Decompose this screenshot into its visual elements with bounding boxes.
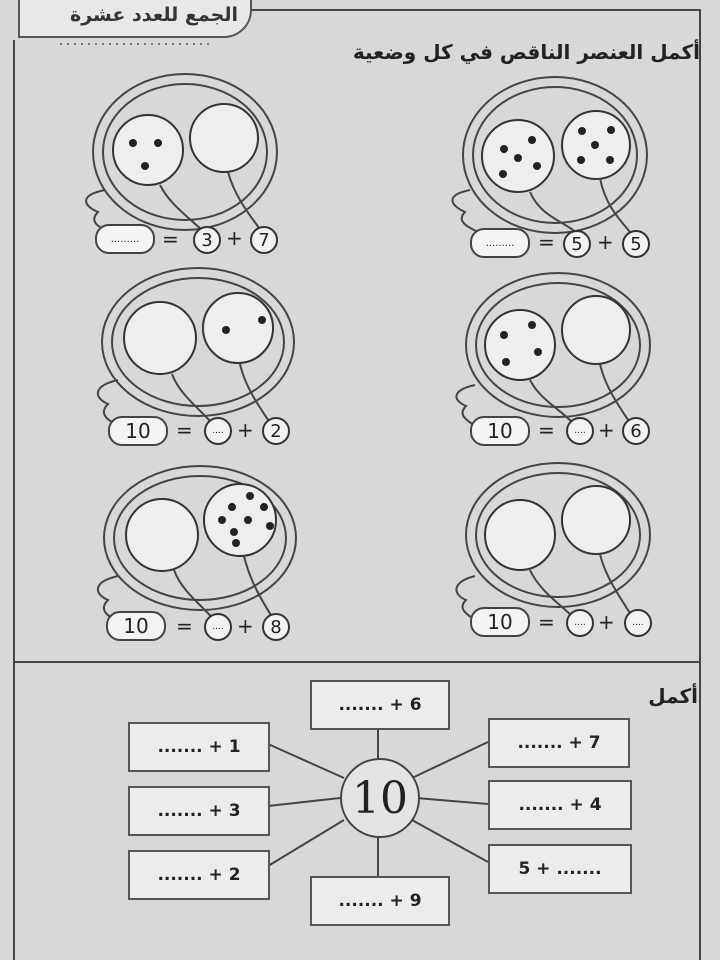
puzzle-2-answer-blank: ......... (110, 233, 140, 245)
puzzle-3-addend-b: 6 (622, 417, 650, 445)
header-tab (18, 0, 252, 38)
puzzle-3-result-box: 10 (470, 416, 530, 446)
puzzle-1-drawing (453, 77, 648, 233)
instruction-top: أكمل العنصر الناقص في كل وضعية (352, 40, 700, 64)
puzzle-5-addend-b-blank[interactable]: .... (624, 609, 652, 637)
puzzle-1-addend-b: 5 (622, 230, 650, 258)
puzzle-1-addend-a: 5 (563, 230, 591, 258)
web-center-number: 10 (340, 758, 420, 838)
puzzle-2-addend-b: 7 (250, 226, 278, 254)
puzzle-2-addend-a: 3 (193, 226, 221, 254)
puzzle-4-addend-b: 2 (262, 417, 290, 445)
puzzle-1-plus: + (597, 230, 614, 254)
puzzle-5-equals: = (538, 610, 555, 634)
puzzle-1-answer-blank: ......... (485, 237, 515, 249)
puzzle-2-equals: = (162, 227, 179, 251)
puzzle-3-plus: + (598, 418, 615, 442)
puzzle-4-result-box: 10 (108, 416, 168, 446)
web-box-plus-3[interactable]: ....... + 3 (128, 786, 270, 836)
web-box-5-plus[interactable]: 5 + ....... (488, 844, 632, 894)
web-box-plus-6[interactable]: ....... + 6 (310, 680, 450, 730)
instruction-bottom: أكمل (648, 684, 698, 708)
web-box-plus-1[interactable]: ....... + 1 (128, 722, 270, 772)
web-box-plus-2[interactable]: ....... + 2 (128, 850, 270, 900)
puzzle-3-addend-a-blank[interactable]: .... (566, 417, 594, 445)
page-title: الجمع للعدد عشرة (70, 4, 238, 26)
puzzle-2-answer-box[interactable] (95, 224, 155, 254)
puzzle-3-equals: = (538, 418, 555, 442)
puzzle-3-drawing (456, 273, 650, 428)
puzzle-4-addend-a-blank[interactable]: .... (204, 417, 232, 445)
puzzle-5-result-box: 10 (470, 607, 530, 637)
web-box-plus-7[interactable]: ....... + 7 (488, 718, 630, 768)
puzzle-5-plus: + (598, 610, 615, 634)
puzzle-2-drawing (86, 74, 277, 234)
puzzle-4-drawing (98, 268, 294, 428)
puzzle-2-plus: + (226, 226, 243, 250)
web-box-plus-9[interactable]: ....... + 9 (310, 876, 450, 926)
puzzle-5-drawing (456, 463, 650, 622)
web-box-plus-4[interactable]: ....... + 4 (488, 780, 632, 830)
puzzle-4-equals: = (176, 418, 193, 442)
puzzle-4-plus: + (237, 418, 254, 442)
puzzle-5-addend-a-blank[interactable]: .... (566, 609, 594, 637)
puzzle-6-addend-b: 8 (262, 613, 290, 641)
puzzle-1-answer-box[interactable] (470, 228, 530, 258)
puzzle-6-plus: + (237, 614, 254, 638)
puzzle-6-drawing (98, 466, 296, 622)
puzzle-6-result-box: 10 (106, 611, 166, 641)
puzzle-6-equals: = (176, 614, 193, 638)
puzzle-1-equals: = (538, 230, 555, 254)
puzzle-6-addend-a-blank[interactable]: .... (204, 613, 232, 641)
